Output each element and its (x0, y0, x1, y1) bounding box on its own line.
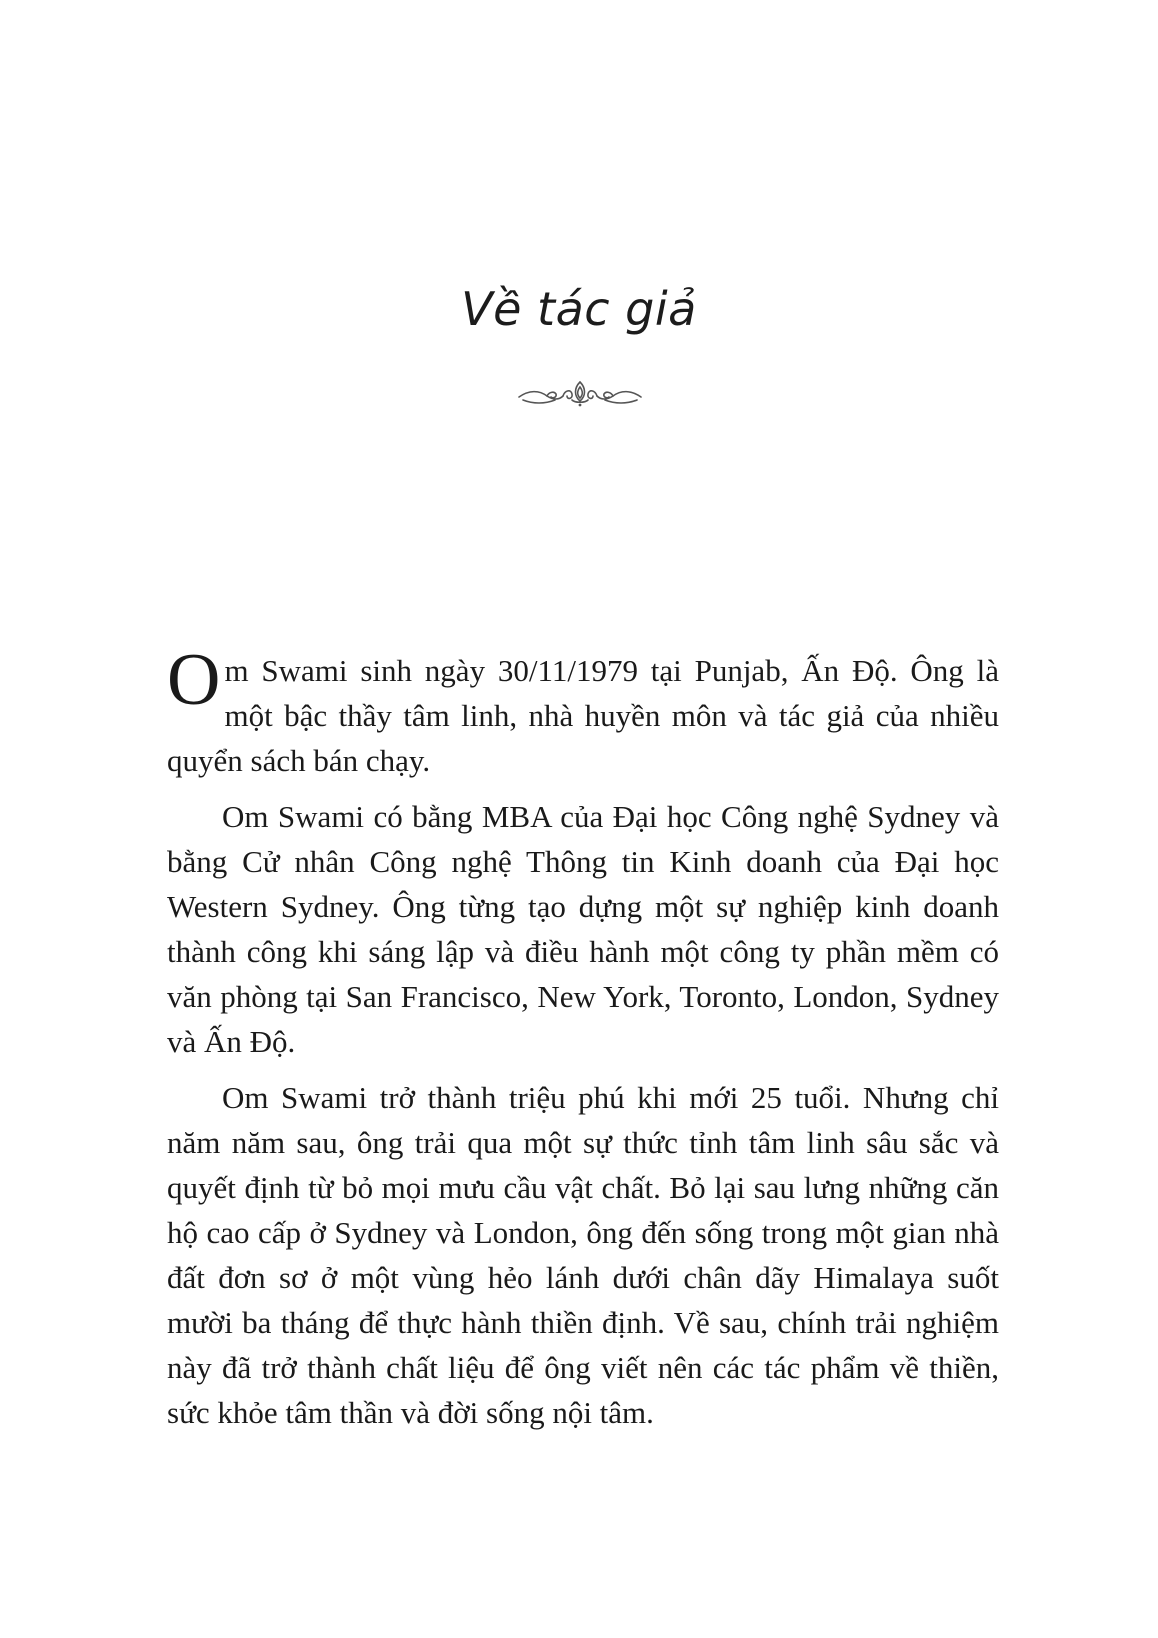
bio-paragraph-2: Om Swami có bằng MBA của Đại học Công nghệ Sydney và bằng Cử nhân Công nghệ Thông tin Kinh doanh của Đại học Western Sydney. Ông từng tạo dựng một sự nghiệp kinh doanh thành công khi sáng lập và điều hành một công ty phần mềm có văn phòng tại San Francisco, New York, Toronto, London, Sydney và Ấn Độ. (167, 799, 999, 1059)
drop-cap: O (167, 639, 221, 721)
page-title: Về tác giả (461, 282, 697, 336)
flourish-divider-icon (517, 378, 643, 410)
author-bio (167, 639, 999, 1446)
bio-paragraph-1 (167, 639, 999, 783)
bio-paragraph-3: Om Swami trở thành triệu phú khi mới 25 tuổi. Nhưng chỉ năm năm sau, ông trải qua một sự thức tỉnh tâm linh sâu sắc và quyết định từ bỏ mọi mưu cầu vật chất. Bỏ lại sau lưng những căn hộ cao cấp ở Sydney và London, ông đến sống trong một gian nhà đất đơn sơ ở một vùng hẻo lánh dưới chân dãy Himalaya suốt mười ba tháng để thực hành thiền định. Về sau, chính trải nghiệm này đã trở thành chất liệu để ông viết nên các tác phẩm về thiền, sức khỏe tâm thần và đời sống nội tâm. (167, 1080, 999, 1430)
bio-paragraph-1-text: m Swami sinh ngày 30/11/1979 tại Punjab, Ấn Độ. Ông là một bậc thầy tâm linh, nhà huyền môn và tác giả của nhiều quyển sách bán chạy. (167, 653, 999, 778)
